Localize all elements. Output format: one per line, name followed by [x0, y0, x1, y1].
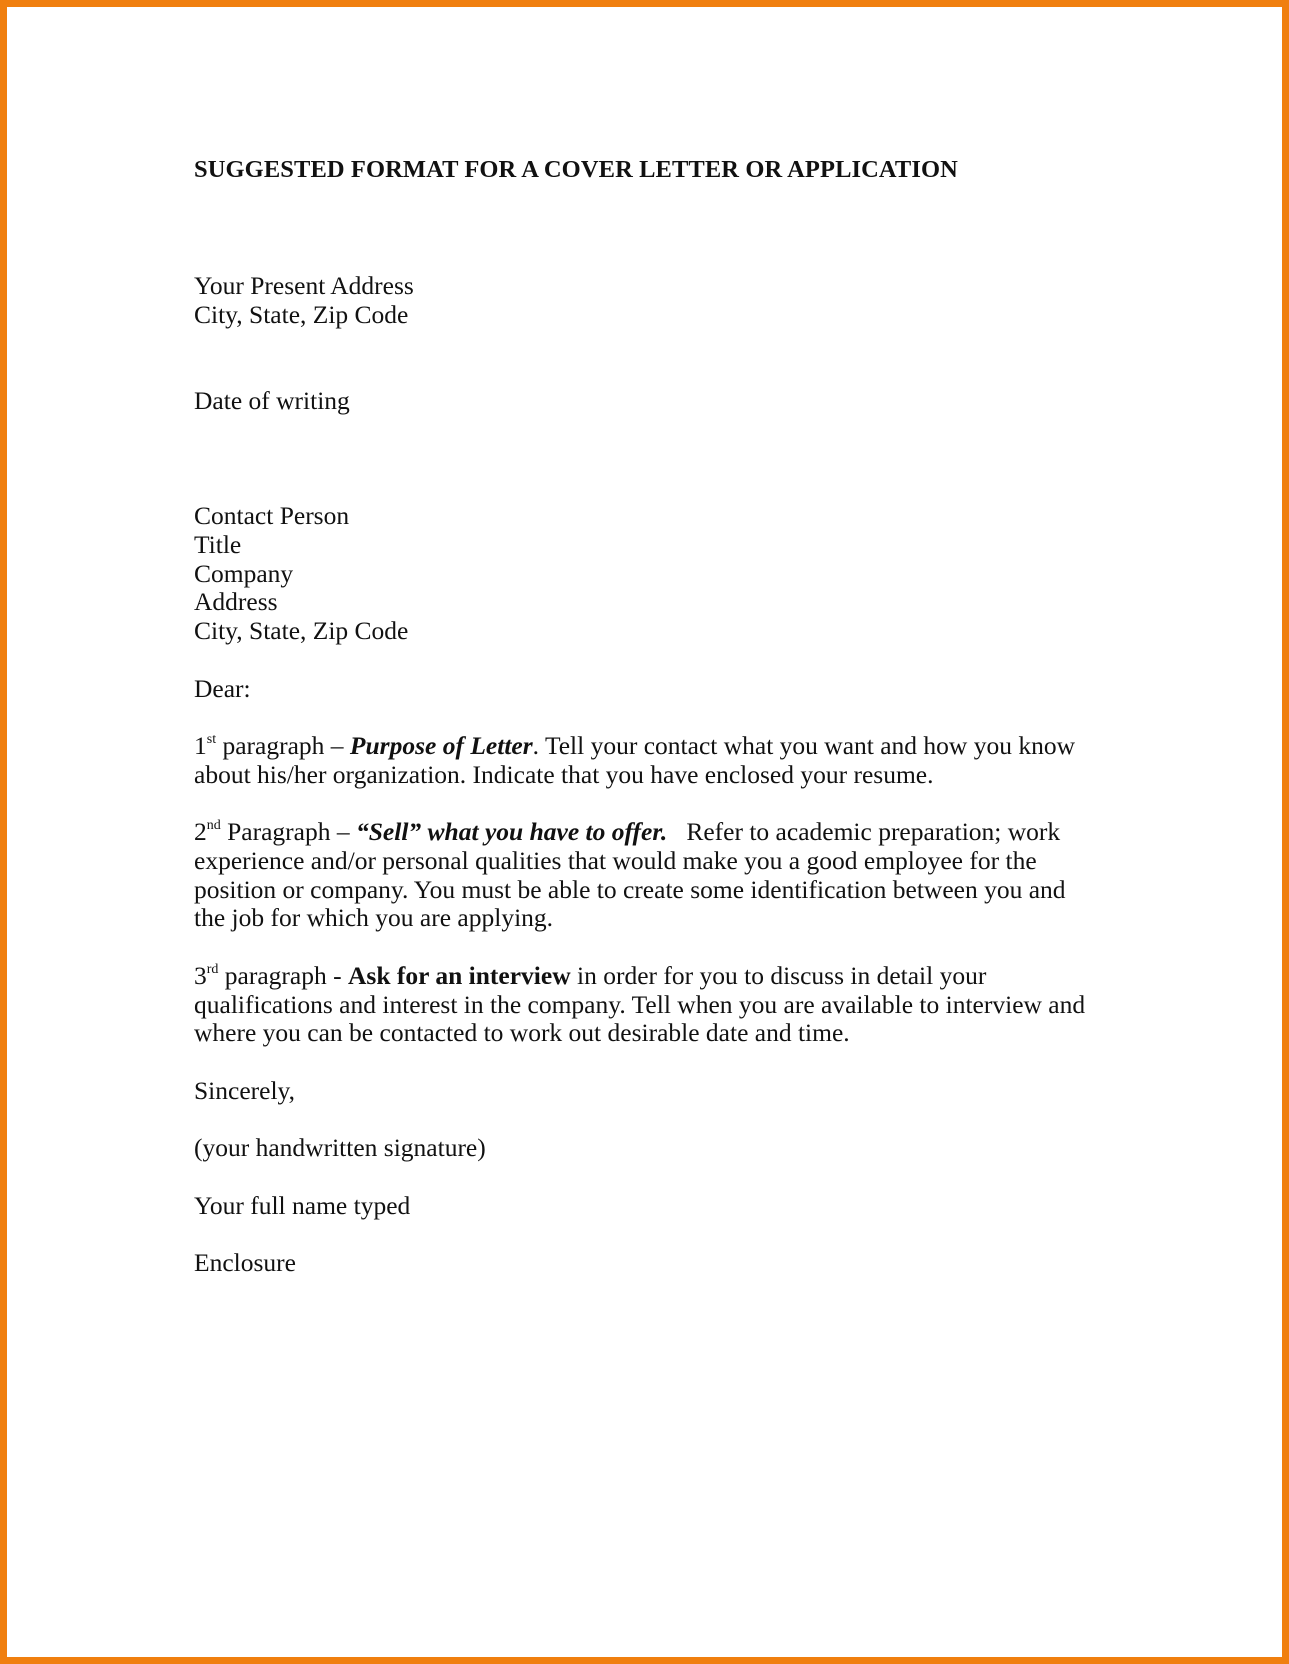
document-title: SUGGESTED FORMAT FOR A COVER LETTER OR APPLICATION	[194, 156, 958, 183]
paragraph-2-line-1-text: Refer to academic preparation; work	[667, 817, 1061, 846]
closing: Sincerely,	[194, 1076, 296, 1105]
paragraph-1-ordinal: st	[206, 732, 217, 747]
paragraph-3-emphasis: Ask for an interview	[347, 961, 571, 990]
paragraph-2-label: Paragraph –	[220, 817, 356, 846]
paragraph-3-line-2: qualifications and interest in the company. Tell when you are available to interview and	[194, 990, 1086, 1019]
paragraph-3-line-1-text: in order for you to discuss in detail your	[570, 961, 987, 990]
paragraph-1-line-1	[194, 732, 1075, 761]
salutation: Dear:	[194, 674, 251, 703]
paragraph-1-number: 1	[194, 731, 207, 760]
paragraph-2-line-4: the job for which you are applying.	[194, 903, 554, 932]
paragraph-3-number: 3	[194, 961, 207, 990]
enclosure: Enclosure	[194, 1248, 296, 1277]
recipient-title: Title	[194, 530, 242, 559]
paragraph-3-line-1	[194, 962, 986, 991]
paragraph-3-ordinal: rd	[206, 962, 219, 977]
paragraph-2-emphasis: “Sell” what you have to offer.	[356, 817, 668, 846]
recipient-city-state-zip: City, State, Zip Code	[194, 616, 409, 645]
paragraph-2-number: 2	[194, 817, 207, 846]
paragraph-1-line-2: about his/her organization. Indicate that you have enclosed your resume.	[194, 760, 934, 789]
date-line: Date of writing	[194, 386, 350, 415]
typed-name: Your full name typed	[194, 1191, 411, 1220]
paragraph-1-emphasis: Purpose of Letter	[349, 731, 533, 760]
paragraph-3-line-3: where you can be contacted to work out desirable date and time.	[194, 1018, 850, 1047]
sender-city-state-zip: City, State, Zip Code	[194, 300, 409, 329]
paragraph-1-label: paragraph –	[216, 731, 350, 760]
sender-address: Your Present Address	[194, 271, 414, 300]
paragraph-3-label: paragraph -	[218, 961, 348, 990]
paragraph-2-line-3: position or company. You must be able to create some identification between you and	[194, 875, 1066, 904]
recipient-address: Address	[194, 587, 278, 616]
paragraph-1-line-1-text: . Tell your contact what you want and how you know	[532, 731, 1076, 760]
recipient-company: Company	[194, 559, 294, 588]
paragraph-2-line-1	[194, 818, 1060, 847]
signature-placeholder: (your handwritten signature)	[194, 1133, 486, 1162]
paragraph-2-ordinal: nd	[206, 818, 221, 833]
recipient-contact: Contact Person	[194, 501, 350, 530]
paragraph-2-line-2: experience and/or personal qualities that would make you a good employee for the	[194, 846, 1037, 875]
